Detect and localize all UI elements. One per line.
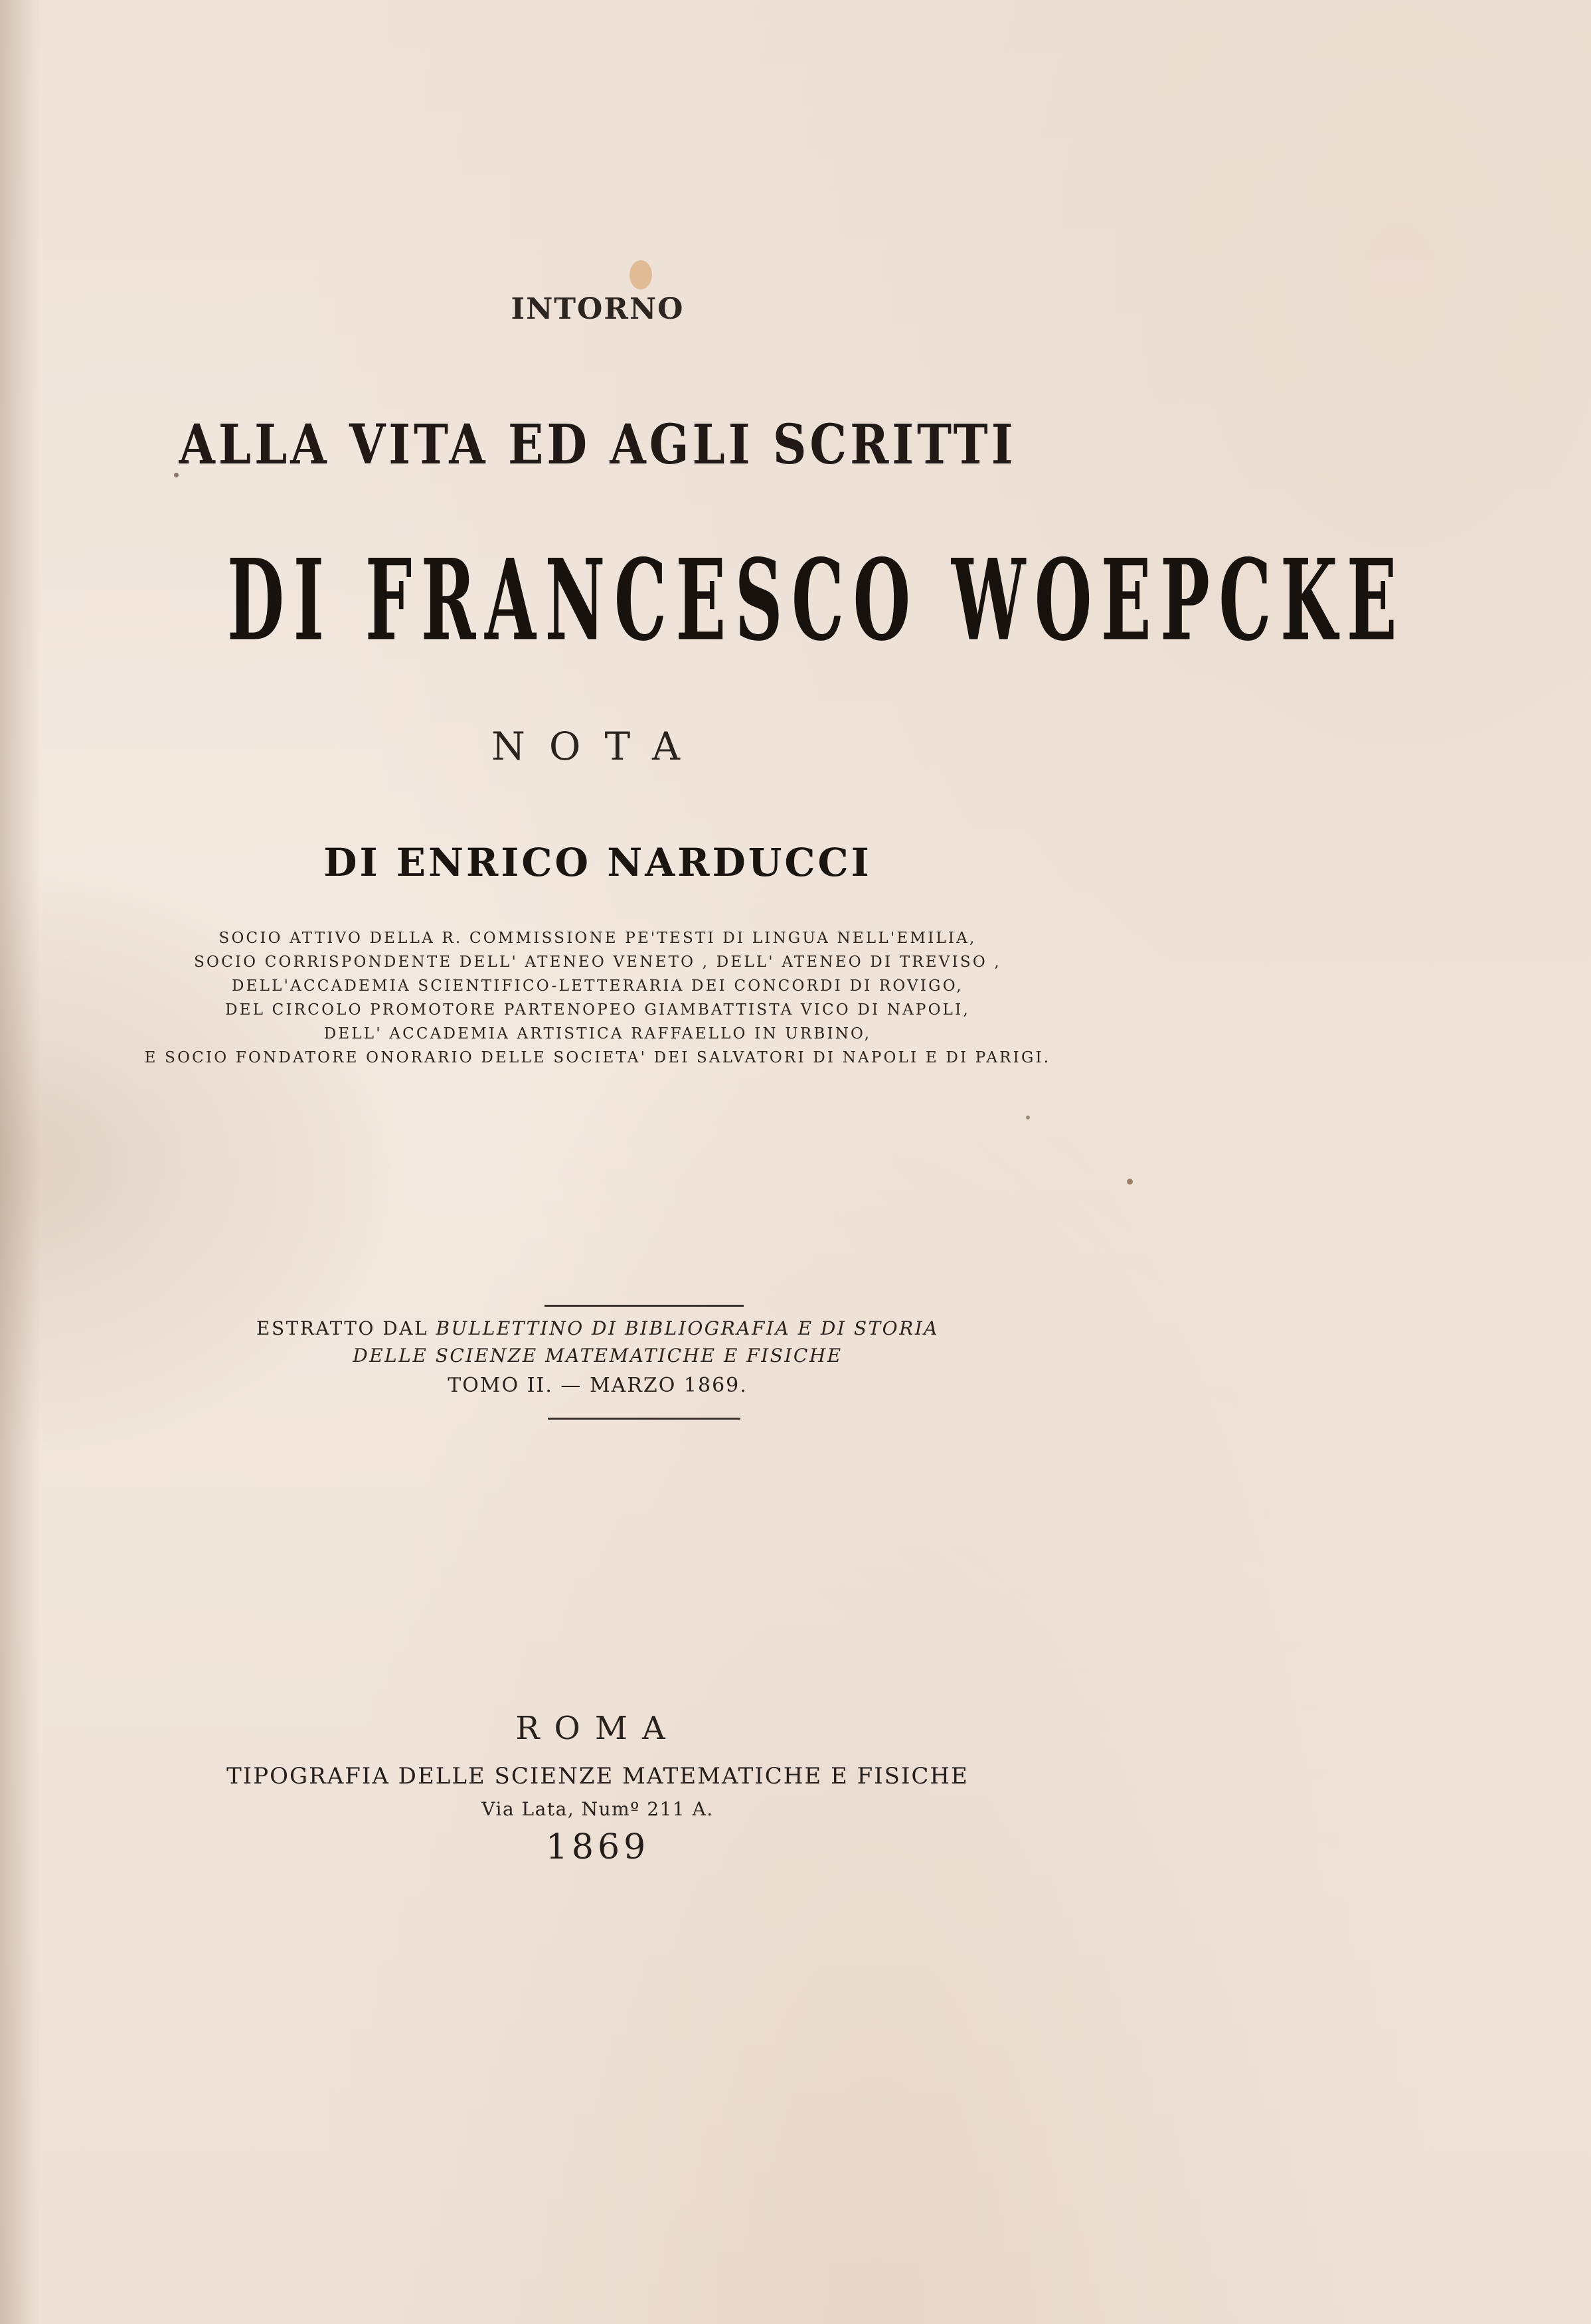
foxing-spot — [1026, 1116, 1030, 1120]
imprint-address: Via Lata, Numº 211 A. — [481, 1798, 714, 1820]
journal-title-line-2: DELLE SCIENZE MATEMATICHE E FISICHE — [353, 1345, 843, 1367]
affiliation-line: DELL'ACCADEMIA SCIENTIFICO-LETTERARIA DEI CONCORDI DI ROVIGO, — [232, 977, 963, 995]
main-title: DI FRANCESCO WOEPCKE — [227, 535, 1406, 666]
subtitle-heading: ALLA VITA ED AGLI SCRITTI — [179, 412, 1017, 477]
imprint-year: 1869 — [545, 1827, 650, 1867]
source-citation — [0, 1315, 1195, 1402]
divider-rule — [548, 1418, 740, 1420]
imprint-printer: TIPOGRAFIA DELLE SCIENZE MATEMATICHE E FISICHE — [226, 1763, 969, 1789]
affiliation-line: E SOCIO FONDATORE ONORARIO DELLE SOCIETA' DEI SALVATORI DI NAPOLI E DI PARIGI. — [144, 1049, 1051, 1066]
affiliation-line: SOCIO CORRISPONDENTE DELL' ATENEO VENETO , DELL' ATENEO DI TREVISO , — [194, 954, 1001, 971]
foxing-spot — [1127, 1179, 1133, 1185]
affiliation-line: DELL' ACCADEMIA ARTISTICA RAFFAELLO IN URBINO, — [323, 1025, 872, 1042]
foxing-spot — [629, 260, 652, 290]
author-affiliations — [0, 926, 1195, 1070]
page-edge-shadow — [0, 0, 40, 2324]
affiliation-line: DEL CIRCOLO PROMOTORE PARTENOPEO GIAMBATTISTA VICO DI NAPOLI, — [225, 1001, 970, 1019]
imprint-city: ROMA — [515, 1710, 680, 1747]
source-line-1 — [0, 1315, 1195, 1343]
journal-title-line-1: BULLETTINO DI BIBLIOGRAFIA E DI STORIA — [436, 1317, 939, 1339]
author-name: DI ENRICO NARDUCCI — [323, 840, 872, 885]
divider-rule — [544, 1305, 744, 1307]
nota-heading: NOTA — [491, 724, 704, 769]
volume-info: TOMO II. — MARZO 1869. — [448, 1374, 748, 1397]
affiliation-line: SOCIO ATTIVO DELLA R. COMMISSIONE PE'TESTI DI LINGUA NELL'EMILIA, — [218, 930, 977, 947]
intorno-heading: INTORNO — [511, 292, 685, 326]
source-prefix: ESTRATTO DAL — [256, 1317, 429, 1339]
